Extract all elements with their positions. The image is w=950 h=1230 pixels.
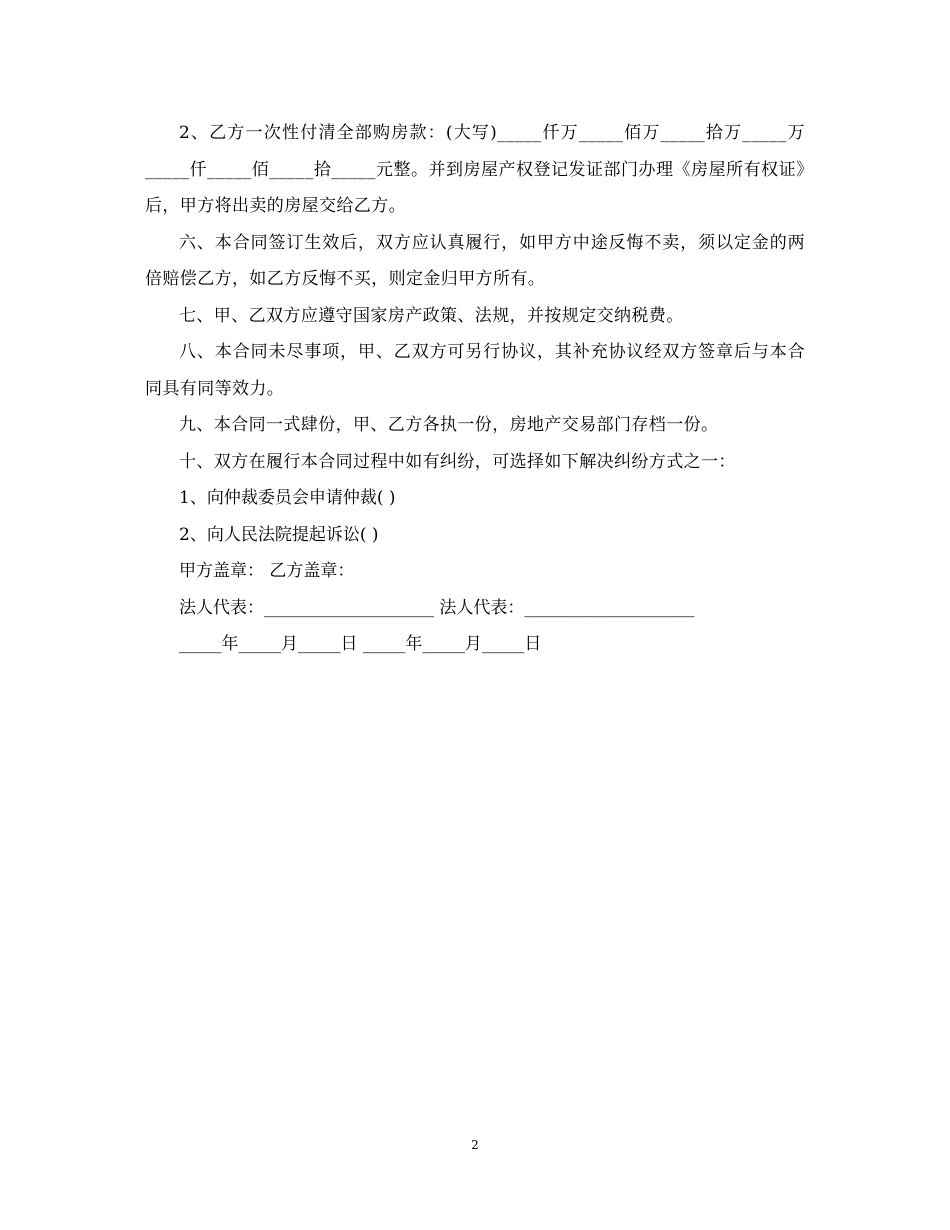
clause-ten-disputes: 十、双方在履行本合同过程中如有纠纷，可选择如下解决纠纷方式之一： [179, 451, 736, 472]
option-litigation: 2、向人民法院提起诉讼( ) [179, 524, 379, 545]
contract-body [145, 115, 805, 663]
option-arbitration: 1、向仲裁委员会申请仲裁( ) [179, 488, 396, 508]
clause-seven-taxes: 七、甲、乙双方应遵守国家房产政策、法规，并按规定交纳税费。 [179, 305, 684, 326]
legal-representative-line: 法人代表：____________________ 法人代表：____________________ [179, 597, 695, 618]
page-number: 2 [471, 1138, 479, 1152]
clause-eight-supplement: 八、本合同未尽事项，甲、乙双方可另行协议，其补充协议经双方签章后与本合同具有同等效力。 [145, 342, 805, 399]
clause-nine-copies: 九、本合同一式肆份，甲、乙方各执一份，房地产交易部门存档一份。 [179, 415, 719, 435]
clause-six-default: 六、本合同签订生效后，双方应认真履行，如甲方中途反悔不卖，须以定金的两倍赔偿乙方，如乙方反悔不买，则定金归甲方所有。 [145, 232, 805, 289]
payment-clause: 2、乙方一次性付清全部购房款：(大写)_____仟万_____佰万_____拾万_____万_____仟_____佰_____拾_____元整。并到房屋产权登记发证部门办理《房屋所有权证》后，甲方将出卖的房屋交给乙方。 [145, 123, 805, 216]
seal-line: 甲方盖章： 乙方盖章： [179, 561, 355, 581]
date-line: _____年_____月_____日 _____年_____月_____日 [179, 634, 542, 654]
